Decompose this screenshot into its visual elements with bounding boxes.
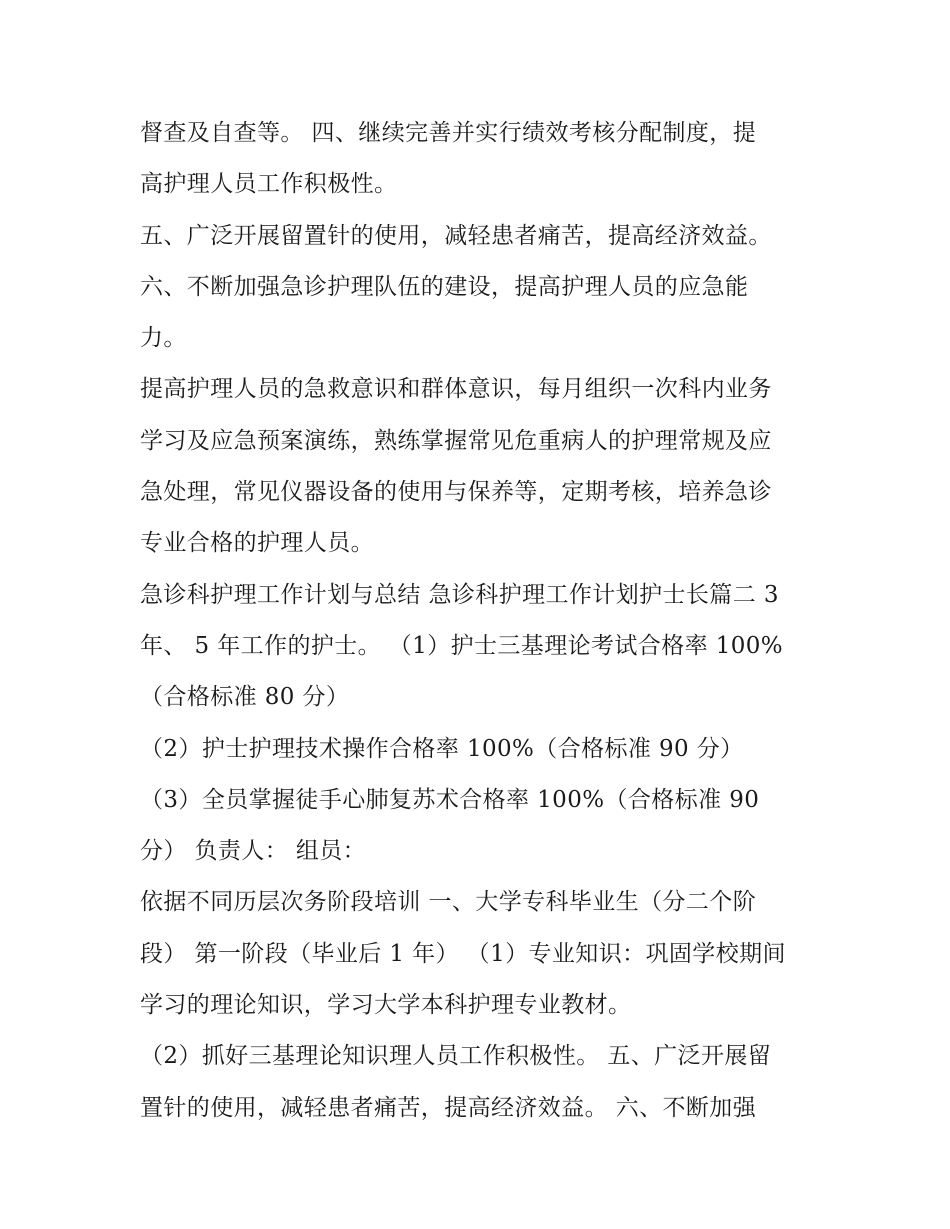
text-line: （3）全员掌握徒手心肺复苏术合格率 100%（合格标准 90 [140, 786, 760, 813]
text-line: 六、不断加强急诊护理队伍的建设，提高护理人员的应急能 [140, 273, 749, 300]
text-line: 分） 负责人： 组员： [140, 838, 367, 865]
text-line: 年、 5 年工作的护士。 （1）护士三基理论考试合格率 100% [140, 632, 784, 659]
text-line: 高护理人员工作积极性。 [140, 171, 398, 198]
text-line: （2）抓好三基理论知识理人员工作积极性。 五、广泛开展留 [140, 1043, 772, 1070]
text-line: 督查及自查等。 四、继续完善并实行绩效考核分配制度，提 [140, 120, 757, 146]
text-line: 置针的使用，减轻患者痛苦，提高经济效益。 六、不断加强 [140, 1094, 757, 1121]
text-line: 急处理，常见仪器设备的使用与保养等，定期考核，培养急诊 [140, 479, 772, 506]
text-line: 力。 [140, 325, 187, 352]
text-line: （合格标准 80 分） [140, 684, 350, 711]
text-line: 段） 第一阶段（毕业后 1 年） （1）专业知识：巩固学校期间 [140, 940, 786, 967]
text-line: 专业合格的护理人员。 [140, 530, 374, 557]
text-line: 学习及应急预案演练，熟练掌握常见危重病人的护理常规及应 [140, 427, 772, 454]
text-line: （2）护士护理技术操作合格率 100%（合格标准 90 分） [140, 735, 744, 762]
body-text [140, 108, 820, 1134]
text-line: 急诊科护理工作计划与总结 急诊科护理工作计划护士长篇二 3 [140, 581, 779, 608]
text-line: 五、广泛开展留置针的使用，减轻患者痛苦，提高经济效益。 [140, 222, 772, 249]
text-line: 依据不同历层次务阶段培训 一、大学专科毕业生（分二个阶 [140, 889, 757, 916]
text-line: 提高护理人员的急救意识和群体意识，每月组织一次科内业务 [140, 376, 772, 403]
text-line: 学习的理论知识，学习大学本科护理专业教材。 [140, 992, 632, 1019]
